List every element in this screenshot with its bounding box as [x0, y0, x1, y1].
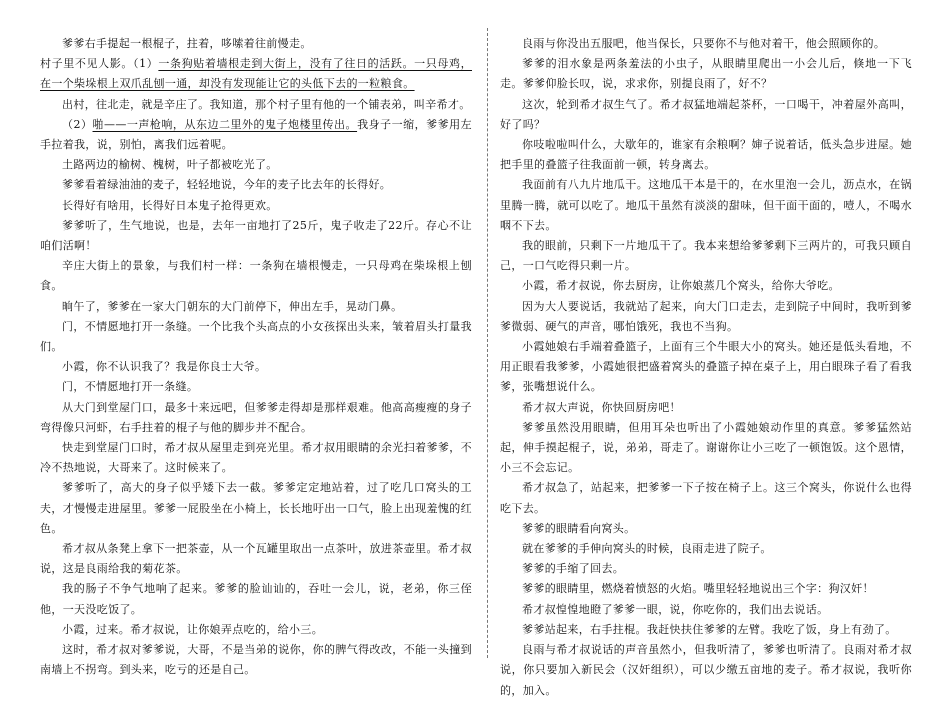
paragraph-text: 爹爹听了，高大的身子似乎矮下去一截。爹爹定定地站着，过了吃几口窝头的工夫，才慢慢走进屋里。爹爹一屁股坐在小椅上，长长地吁出一口气，脸上出现羞愧的红色。 — [40, 481, 472, 535]
story-paragraph — [500, 34, 912, 54]
underlined-sentence: 啪——一声枪响，从东边二里外的鬼子炮楼里传出。 — [92, 117, 358, 131]
story-paragraph — [40, 640, 472, 680]
left-column — [40, 0, 472, 677]
story-paragraph — [40, 54, 472, 94]
paragraph-text: 这时，希才叔对爹爹说，大哥，不是当弟的说你，你的脾气得改改，不能一头撞到南墙上不拐弯。到头来，吃亏的还是自己。 — [40, 643, 472, 677]
story-paragraph — [500, 276, 912, 296]
story-paragraph — [40, 115, 472, 155]
paragraph-text: 晌午了，爹爹在一家大门朝东的大门前停下，伸出左手，晃动门鼻。 — [62, 299, 403, 313]
paragraph-text: 小霞，希才叔说，你去厨房，让你娘蒸几个窝头，给你大爷吃。 — [522, 279, 840, 293]
story-paragraph — [40, 297, 472, 317]
paragraph-text: 你吱啦啦叫什么，大歇年的，谁家有余粮啊？婶子说着话，低头急步进屋。她把手里的叠篮子往我面前一顿，转身离去。 — [500, 138, 912, 172]
paragraph-text: 爹爹的眼睛看向窝头。 — [522, 521, 636, 535]
underlined-sentence: 一条狗贴着墙根走到大街上，没有了往日的活跃。一只母鸡，在一个柴垛根上双爪乱刨一通，却没有发现能让它的头低下去的一粒粮食。 — [40, 57, 472, 91]
story-paragraph — [500, 539, 912, 559]
paragraph-text: 爹爹虽然没用眼睛，但用耳朵也听出了小霞她娘动作里的真意。爹爹猛然站起，伸手摸起棍子，说，弟弟，哥走了。谢谢你让小三吃了一顿饱饭。这个恩情，小三不会忘记。 — [500, 420, 912, 475]
story-paragraph — [40, 579, 472, 619]
story-paragraph — [500, 579, 912, 599]
paragraph-text: 小霞，你不认识我了？我是你良士大爷。 — [62, 360, 267, 374]
story-paragraph — [500, 600, 912, 620]
paragraph-text: 出村，往北走，就是辛庄了。我知道，那个村子里有他的一个铺表弟，叫辛希才。 — [62, 97, 471, 111]
paragraph-text: 从大门到堂屋门口，最多十来远吧，但爹爹走得却是那样艰难。他高高瘦瘦的身子弯得像只河虾，右手拄着的棍子与他的脚步并不配合。 — [40, 400, 472, 434]
story-paragraph — [500, 175, 912, 236]
story-paragraph — [500, 620, 912, 640]
story-paragraph — [40, 478, 472, 539]
paragraph-text: 良雨与希才叔说话的声音虽然小，但我听清了，爹爹也听清了。良雨对希才叔说，你只要加入新民会（汉奸组织），可以少缴五亩地的麦子。希才叔说，我听你的，加入。 — [500, 643, 912, 697]
paragraph-text: 良雨与你没出五服吧，他当保长，只要你不与他对着干，他会照顾你的。 — [522, 37, 886, 50]
paragraph-text: 希才叔急了，站起来，把爹爹一下子按在椅子上。这三个窝头，你说什么也得吃下去。 — [500, 481, 912, 515]
paragraph-text: 爹爹的手缩了回去。 — [522, 562, 625, 576]
paragraph-text: 小霞，过来。希才叔说，让你娘弄点吃的，给小三。 — [62, 622, 324, 636]
paragraph-text: 这次，轮到希才叔生气了。希才叔猛地端起茶杯，一口喝干，冲着屋外高叫，好了吗？ — [500, 97, 912, 131]
right-column — [500, 0, 912, 697]
story-paragraph — [500, 398, 912, 418]
column-divider — [487, 28, 489, 658]
paragraph-text: 爹爹的眼睛里，燃烧着愤怒的火焰。嘴里轻轻地说出三个字：狗汉奸！ — [522, 582, 874, 596]
paragraph-text: 我身子一缩，爹爹用左手拉着我，说，别怕，离我们远着呢。 — [40, 117, 472, 152]
story-paragraph — [40, 438, 472, 478]
story-paragraph — [500, 297, 912, 337]
paragraph-text: 我的眼前，只剩下一片地瓜干了。我本来想给爹爹剩下三两片的，可我只顾自己，一口气吃得只剩一片。 — [500, 239, 912, 273]
story-paragraph — [500, 135, 912, 175]
paragraph-text: 快走到堂屋门口时，希才叔从屋里走到亮光里。希才叔用眼睛的余光扫着爹爹，不冷不热地说，大哥来了。这时候来了。 — [40, 441, 472, 475]
paragraph-text: 希才叔惶惶地瞪了爹爹一眼，说，你吃你的，我们出去说话。 — [522, 602, 829, 616]
paragraph-text: 门，不情愿地打开一条缝。一个比我个头高点的小女孩探出头来，皱着眉头打量我们。 — [40, 319, 472, 354]
story-paragraph — [500, 519, 912, 539]
paragraph-text: 小霞她娘右手端着叠篮子，上面有三个牛眼大小的窝头。她还是低头看地，不用正眼看我爹爹，小霞她很把盛着窝头的叠篮子掉在桌子上，用白眼珠子看了看我爹，张嘴想说什么。 — [500, 340, 912, 394]
story-paragraph — [500, 95, 912, 135]
story-paragraph — [500, 236, 912, 276]
story-paragraph — [40, 377, 472, 397]
paragraph-text: 辛庄大街上的景象，与我们村一样：一条狗在墙根慢走，一只母鸡在柴垛根上刨食。 — [40, 259, 472, 293]
paragraph-text: 就在爹爹的手伸向窝头的时候，良雨走进了院子。 — [522, 542, 772, 556]
paragraph-text: 希才叔从条凳上拿下一把茶壶，从一个瓦罐里取出一点茶叶，放进茶壶里。希才叔说，这是良雨给我的菊花茶。 — [40, 542, 472, 576]
story-paragraph — [500, 418, 912, 479]
story-paragraph — [40, 196, 472, 216]
paragraph-text: 长得好有啥用，长得好日本鬼子抢得更欢。 — [62, 198, 278, 212]
paragraph-text: 我面前有八九片地瓜干。这地瓜干本是干的，在水里泡一会儿，沥点水，在锅里腾一腾，就可以吃了。地瓜干虽然有淡淡的甜味，但干面干面的，噎人，不喝水咽不下去。 — [500, 178, 912, 232]
story-paragraph — [500, 559, 912, 579]
story-paragraph — [40, 398, 472, 438]
story-paragraph — [40, 539, 472, 579]
story-paragraph — [500, 54, 912, 94]
story-paragraph — [40, 175, 472, 195]
story-paragraph — [40, 317, 472, 357]
paragraph-text: 因为大人要说话，我就站了起来，向大门口走去，走到院子中间时，我听到爹爹微弱、硬气的声音，哪怕饿死，我也不当狗。 — [500, 299, 912, 333]
story-paragraph — [40, 155, 472, 175]
story-paragraph — [500, 337, 912, 398]
paragraph-text: 爹爹站起来，右手拄棍。我赶快扶住爹爹的左臂。我吃了饭，身上有劲了。 — [522, 622, 897, 636]
story-paragraph — [40, 95, 472, 115]
story-paragraph — [40, 216, 472, 256]
paragraph-text: 土路两边的榆树、槐树，叶子都被吃光了。 — [62, 158, 278, 172]
story-paragraph — [500, 478, 912, 518]
paragraph-text: 爹爹听了，生气地说，也是，去年一亩地打了25斤，鬼子收走了22斤。存心不让咱们活啊！ — [40, 218, 472, 253]
story-paragraph — [500, 640, 912, 701]
paragraph-text: 爹爹看着绿油油的麦子，轻轻地说，今年的麦子比去年的长得好。 — [62, 178, 392, 192]
paragraph-text: 爹爹右手提起一根棍子，拄着，哆嗦着往前慢走。 — [62, 37, 312, 50]
paragraph-text: （2） — [62, 117, 93, 131]
story-paragraph — [40, 357, 472, 377]
story-paragraph — [40, 256, 472, 296]
paragraph-text: 门，不情愿地打开一条缝。 — [62, 380, 199, 394]
story-paragraph — [40, 620, 472, 640]
paragraph-text: 村子里不见人影。（1） — [40, 57, 159, 71]
paragraph-text: 希才叔大声说，你快回厨房吧！ — [522, 400, 681, 414]
story-paragraph — [40, 34, 472, 54]
paragraph-text: 我的肠子不争气地响了起来。爹爹的脸讪讪的，吞吐一会儿，说，老弟，你三侄他，一天没吃饭了。 — [40, 582, 472, 616]
paragraph-text: 爹爹的泪水象是两条羞法的小虫子，从眼睛里爬出一小会儿后，倏地一下飞走。爹爹仰脸长叹，说，求求你，别提良雨了，好不？ — [500, 57, 912, 91]
